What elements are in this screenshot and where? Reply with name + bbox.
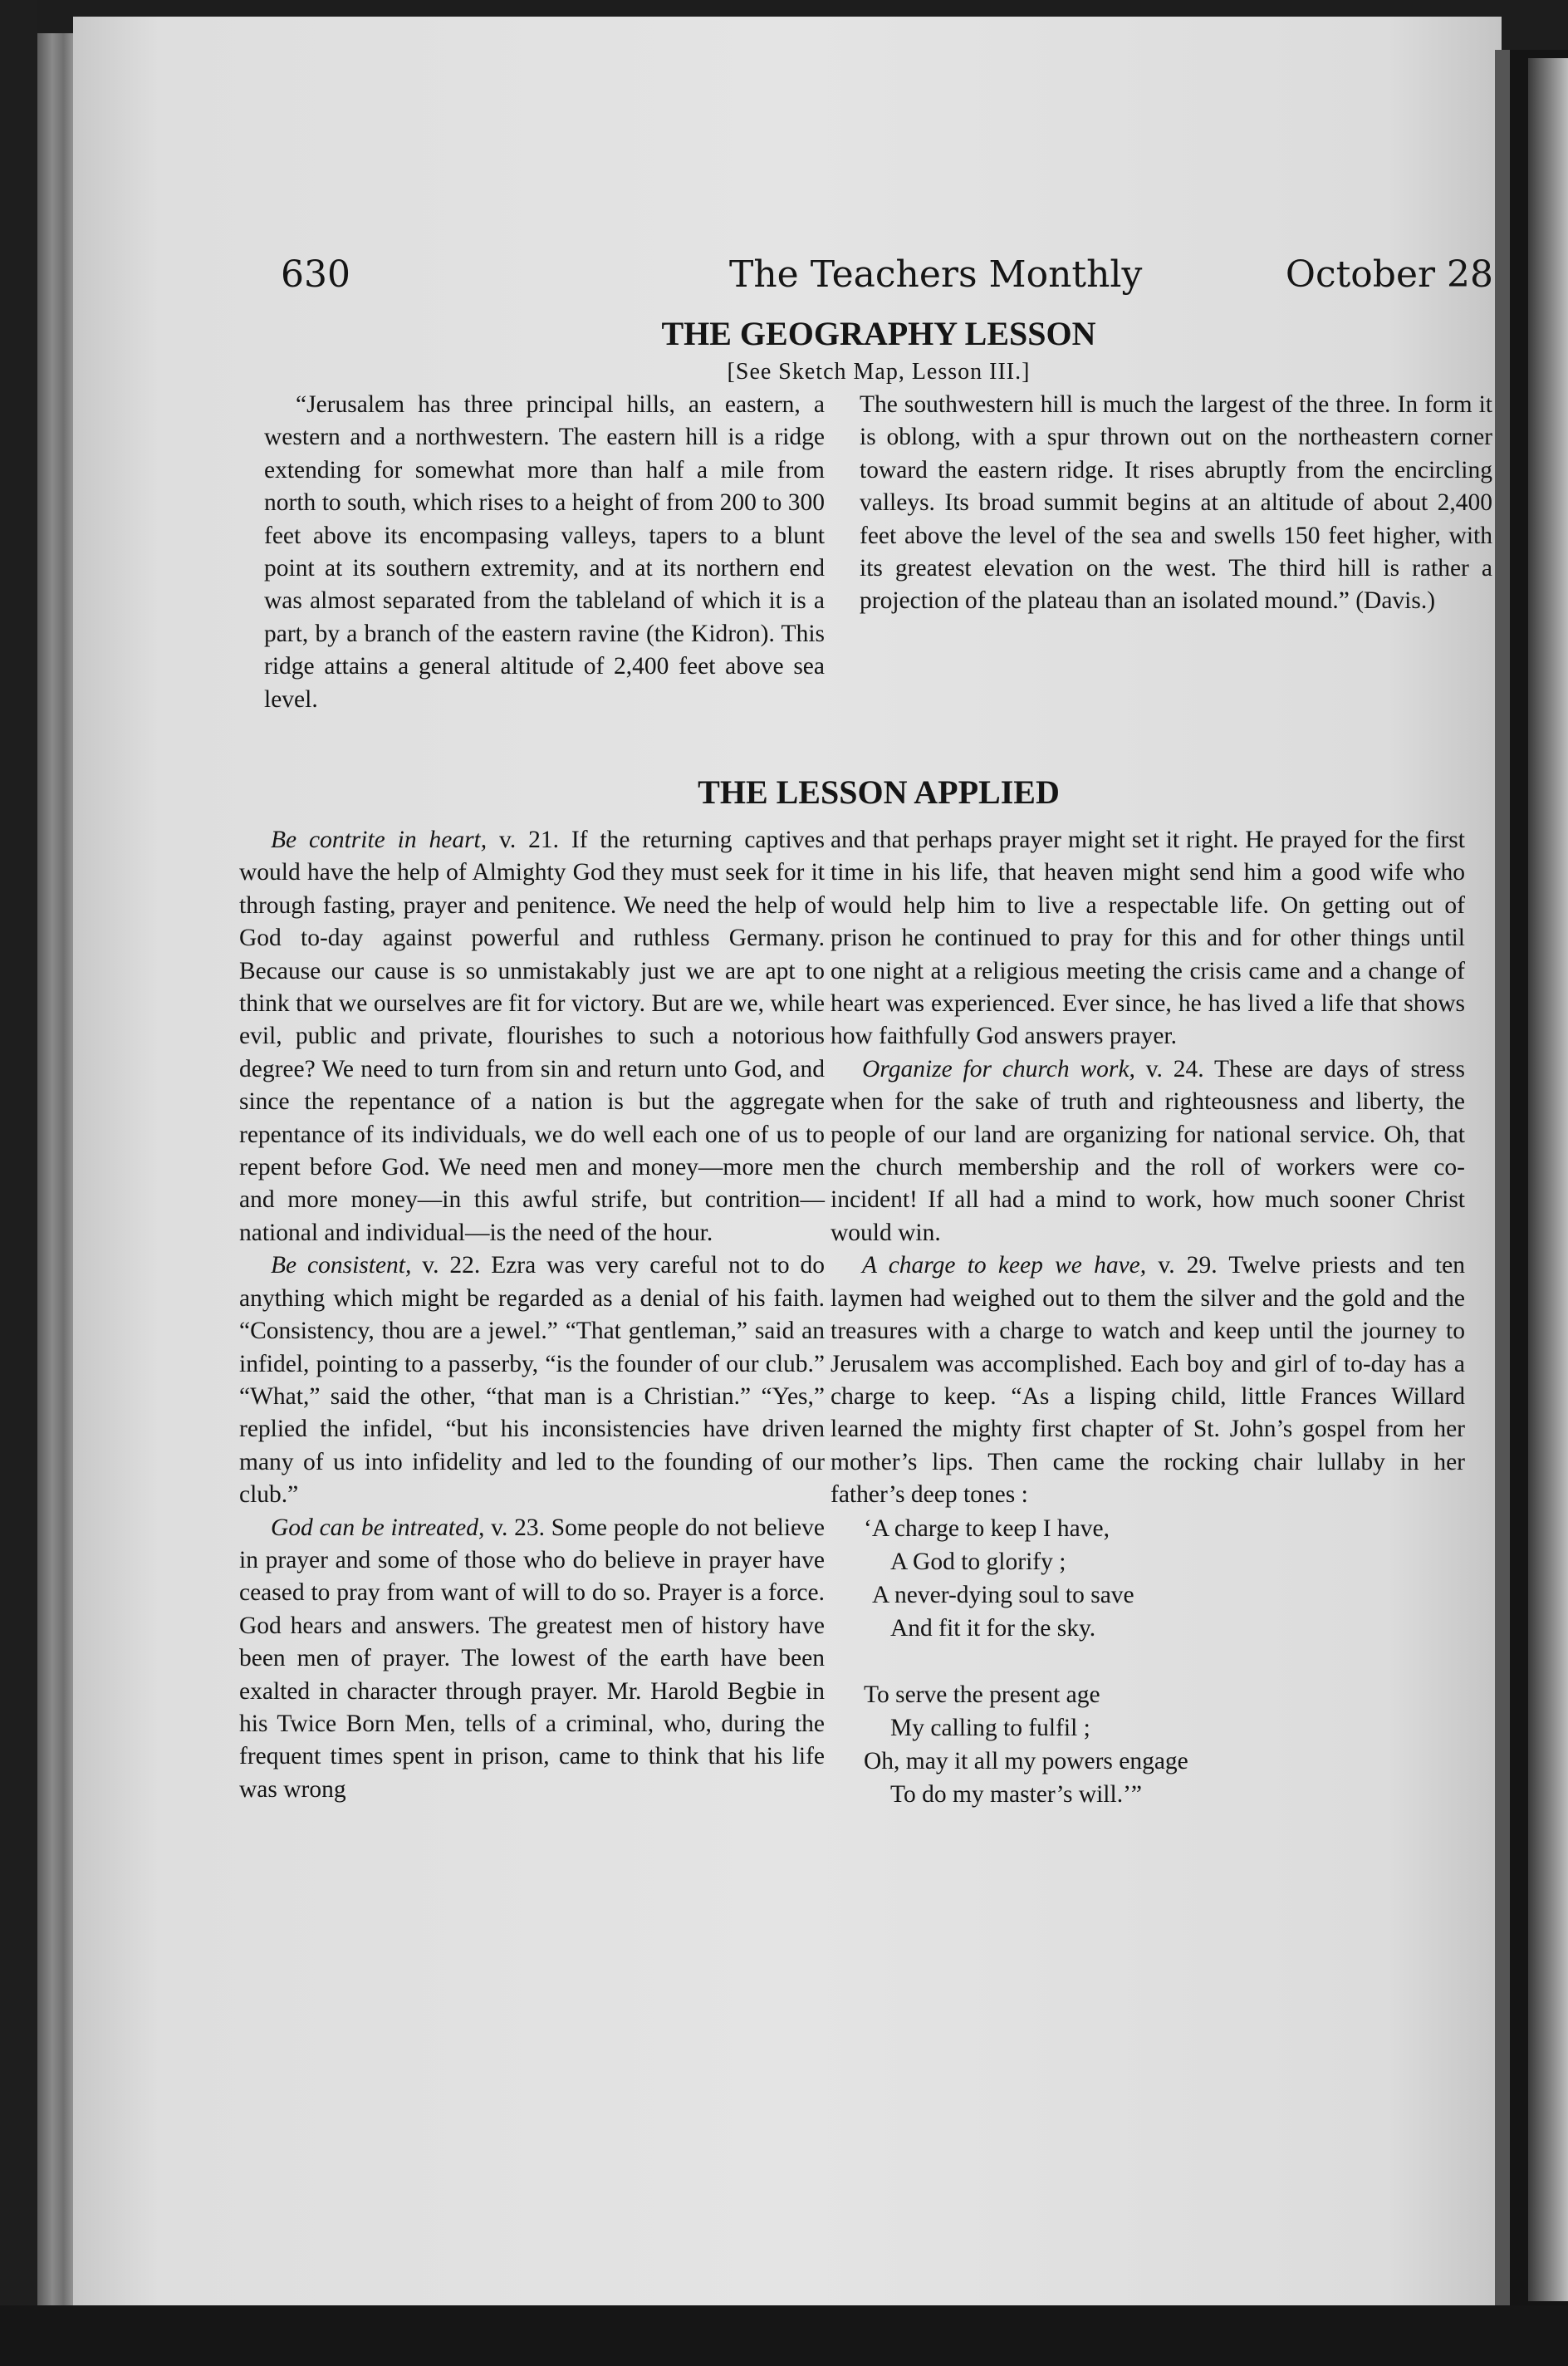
- geography-left-text: “Jerusalem has three principal hills, an eastern, a western and a northwestern. The eastern hill is a ridge extending for somewhat more than half a mile from north to south, which rises to a height of from 200 to 300 feet above its encompasing valleys, tapers to a blunt point at its southern extremity, and at its northern end was almost separated from the tableland of which it is a part, by a branch of the eastern ravine (the Kidron). This ridge attains a general altitude of 2,400 feet above sea level.: [264, 391, 825, 713]
- page-stack-edge: [37, 33, 75, 2326]
- paragraph-charge: A charge to keep we have, v. 29. Twelve priests and ten laymen had weighed out to them the silver and the gold and the treasures with a charge to watch and keep until the journey to Jerusalem was accomplished. Each boy and girl of to-day has a charge to keep. “As a lisping child, little Frances Willard learned the mighty first chapter of St. John’s gospel from her mother’s lips. Then came the rocking chair lullaby in her father’s deep tones :: [831, 1252, 1465, 1509]
- poem-line: A God to glorify ;: [890, 1548, 1066, 1575]
- geography-right-column: [860, 389, 1492, 618]
- geography-subheading: [See Sketch Map, Lesson III.]: [727, 359, 1031, 385]
- paragraph-consistent: Be consistent, v. 22. Ezra was very careful not to do anything which might be regarded as a denial of his faith. “Consistency, thou are a jewel.” “That gentleman,” said an infidel, pointing to a passerby, “is the founder of our club.” “What,” said the other, “that man is a Christian.” “Yes,” replied the infidel, “but his inconsistencies have driven many of us into infidelity and led to the founding of our club.”: [239, 1252, 825, 1509]
- paragraph-title: Be contrite in heart,: [271, 827, 488, 853]
- applied-heading: THE LESSON APPLIED: [698, 773, 1060, 811]
- poem-line: Oh, may it all my powers engage: [864, 1747, 1188, 1774]
- geography-heading: THE GEOGRAPHY LESSON: [661, 315, 1096, 352]
- issue-date: October 28: [1285, 253, 1493, 296]
- geography-right-text: The southwestern hill is much the largest of the three. In form it is oblong, with a spur thrown out on the northeastern corner toward the eastern ridge. It rises abruptly from the encircling valleys. Its broad summit begins at an altitude of about 2,400 feet above the level of the sea and swells 150 feet higher, with its greatest elevation on the west. The third hill is rather a projection of the plateau than an isolated mound.” (Davis.): [860, 391, 1492, 615]
- publication-title: The Teachers Monthly: [729, 253, 1143, 296]
- poem-line: ‘A charge to keep I have,: [864, 1514, 1110, 1542]
- applied-left-column: [239, 824, 825, 1806]
- geography-left-column: [264, 389, 825, 716]
- hymn-verse-1: [864, 1512, 1465, 1645]
- poem-line: A never-dying soul to save: [872, 1581, 1134, 1608]
- scan-bottom-margin: [0, 2305, 1568, 2366]
- paragraph-title: God can be intreated,: [271, 1514, 485, 1541]
- document-page: [73, 17, 1502, 2310]
- poem-line: To serve the present age: [864, 1681, 1100, 1708]
- scan-left-margin: [0, 0, 37, 2366]
- poem-line: My calling to fulfil ;: [890, 1714, 1090, 1741]
- paragraph-organize: Organize for church work, v. 24. These are days of stress when for the sake of truth and righteousness and liberty, the people of our land are organizing for national service. Oh, that the church membership and the roll of workers were co-incident! If all had a mind to work, how much sooner Christ would win.: [831, 1055, 1465, 1246]
- paragraph-title: A charge to keep we have,: [862, 1252, 1147, 1279]
- applied-right-column: [831, 824, 1465, 1811]
- book-gutter: [1495, 50, 1510, 2305]
- paragraph-title: Organize for church work,: [862, 1055, 1135, 1082]
- paragraph-title: Be consistent,: [271, 1252, 412, 1279]
- running-head: [281, 253, 1493, 312]
- paragraph-continued: and that perhaps prayer might set it right. He prayed for the first time in his life, that heaven might send him a good wife who would help him to live a respectable life. On getting out of prison he continued to pray for this and for other things until one night at a religious meeting the crisis came and a change of heart was experienced. Ever since, he has lived a life that shows how faithfully God answers prayer.: [831, 827, 1465, 1050]
- poem-line: And fit it for the sky.: [890, 1614, 1096, 1642]
- facing-page-edge: [1528, 58, 1568, 2301]
- paragraph-contrite: Be contrite in heart, v. 21. If the returning captives would have the help of Almighty God they must seek for it through fasting, prayer and penitence. We need the help of God to-day against powerful and ruthless Germany. Because our cause is so unmistakably just we are apt to think that we ourselves are fit for victory. But are we, while evil, public and private, flourishes to such a notorious degree? We need to turn from sin and return unto God, and since the repentance of a nation is but the aggregate repentance of its individuals, we do well each one of us to repent before God. We need men and money—more men and more money—in this awful strife, but contrition—national and individual—is the need of the hour.: [239, 827, 825, 1246]
- poem-line: To do my master’s will.’”: [890, 1780, 1142, 1808]
- page-number: 630: [281, 253, 350, 296]
- paragraph-intreated: God can be intreated, v. 23. Some people do not believe in prayer and some of those who do believe in prayer have ceased to pray from want of will to do so. Prayer is a force. God hears and answers. The greatest men of history have been men of prayer. The lowest of the earth have been exalted in character through prayer. Mr. Harold Begbie in his Twice Born Men, tells of a criminal, who, during the frequent times spent in prison, came to think that his life was wrong: [239, 1514, 825, 1803]
- hymn-verse-2: [864, 1678, 1465, 1811]
